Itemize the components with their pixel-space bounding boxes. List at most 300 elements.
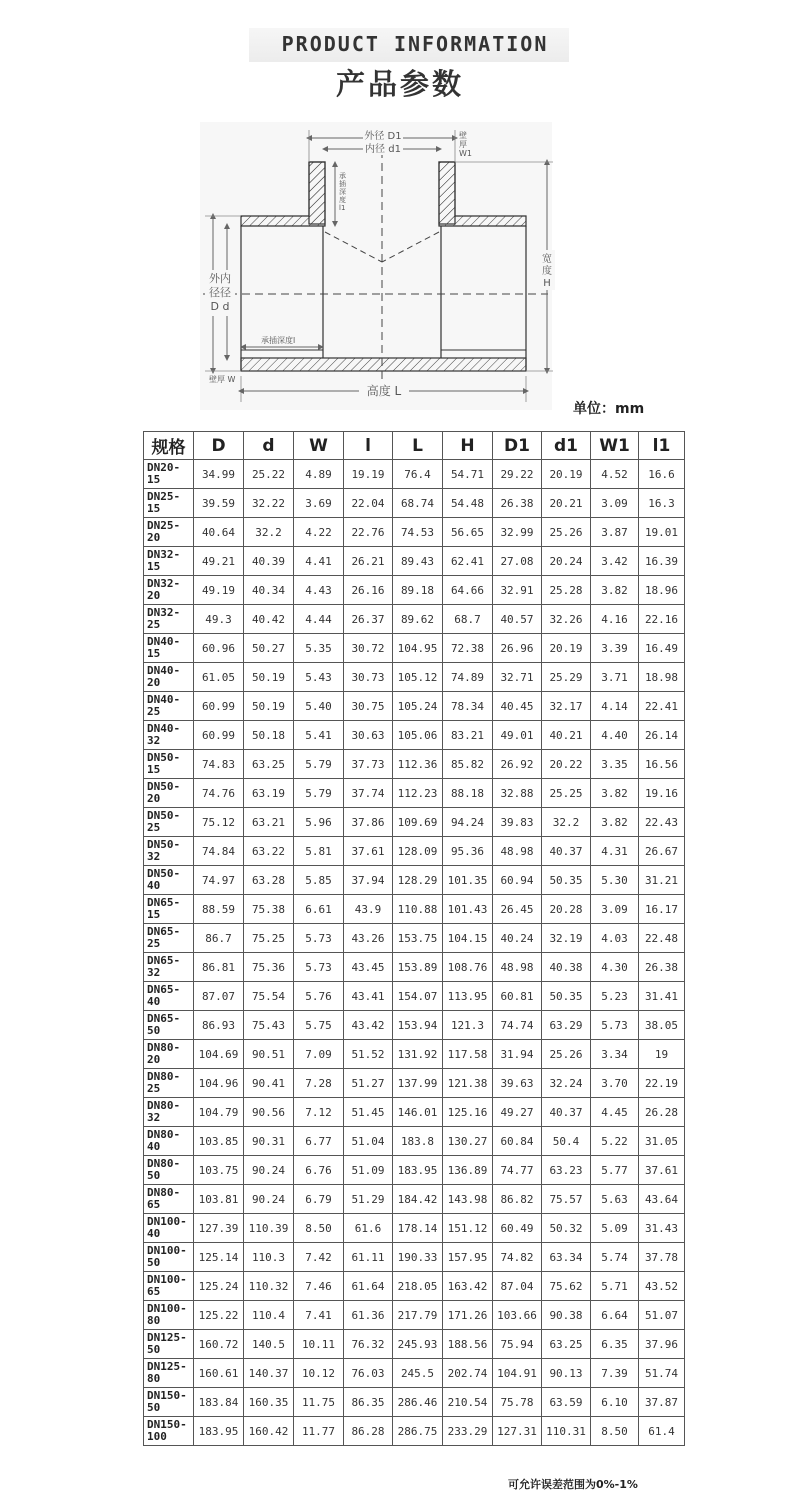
wall-thickness-bottom-label: 壁厚 W xyxy=(209,375,236,384)
socket-depth-top-4: 度 xyxy=(339,196,346,204)
table-row xyxy=(144,547,685,576)
value-cell: 110.32 xyxy=(244,1272,294,1301)
value-cell: 22.41 xyxy=(639,692,685,721)
value-cell: 151.12 xyxy=(443,1214,493,1243)
value-cell: 61.6 xyxy=(344,1214,393,1243)
value-cell: 25.26 xyxy=(542,1040,591,1069)
value-cell: 20.19 xyxy=(542,460,591,489)
value-cell: 60.99 xyxy=(194,721,244,750)
value-cell: 75.54 xyxy=(244,982,294,1011)
table-row xyxy=(144,518,685,547)
value-cell: 26.14 xyxy=(639,721,685,750)
table-header-row xyxy=(144,432,685,460)
value-cell: 146.01 xyxy=(393,1098,443,1127)
value-cell: 32.88 xyxy=(493,779,542,808)
value-cell: 3.82 xyxy=(591,808,639,837)
value-cell: 5.96 xyxy=(294,808,344,837)
table-row xyxy=(144,895,685,924)
value-cell: 39.63 xyxy=(493,1069,542,1098)
value-cell: 37.61 xyxy=(639,1156,685,1185)
side-diameter-2: 径径 xyxy=(209,286,231,299)
spec-cell: DN50-20 xyxy=(144,779,194,808)
value-cell: 89.62 xyxy=(393,605,443,634)
table-row xyxy=(144,1388,685,1417)
value-cell: 26.96 xyxy=(493,634,542,663)
value-cell: 43.9 xyxy=(344,895,393,924)
spec-cell: DN25-15 xyxy=(144,489,194,518)
value-cell: 121.38 xyxy=(443,1069,493,1098)
value-cell: 51.52 xyxy=(344,1040,393,1069)
value-cell: 112.36 xyxy=(393,750,443,779)
value-cell: 19.19 xyxy=(344,460,393,489)
value-cell: 103.85 xyxy=(194,1127,244,1156)
value-cell: 163.42 xyxy=(443,1272,493,1301)
value-cell: 30.63 xyxy=(344,721,393,750)
value-cell: 75.43 xyxy=(244,1011,294,1040)
spec-cell: DN125- 80 xyxy=(144,1359,194,1388)
value-cell: 63.19 xyxy=(244,779,294,808)
value-cell: 49.27 xyxy=(493,1098,542,1127)
run-bottom-wall xyxy=(241,358,526,371)
value-cell: 40.21 xyxy=(542,721,591,750)
value-cell: 5.71 xyxy=(591,1272,639,1301)
spec-cell: DN100- 40 xyxy=(144,1214,194,1243)
value-cell: 153.75 xyxy=(393,924,443,953)
table-row xyxy=(144,1040,685,1069)
spec-cell: DN40-20 xyxy=(144,663,194,692)
value-cell: 11.77 xyxy=(294,1417,344,1446)
value-cell: 154.07 xyxy=(393,982,443,1011)
value-cell: 5.09 xyxy=(591,1214,639,1243)
value-cell: 143.98 xyxy=(443,1185,493,1214)
value-cell: 127.31 xyxy=(493,1417,542,1446)
value-cell: 49.3 xyxy=(194,605,244,634)
value-cell: 37.61 xyxy=(344,837,393,866)
value-cell: 5.73 xyxy=(294,924,344,953)
table-row xyxy=(144,1243,685,1272)
value-cell: 74.89 xyxy=(443,663,493,692)
value-cell: 105.24 xyxy=(393,692,443,721)
value-cell: 37.87 xyxy=(639,1388,685,1417)
wall-thickness-top-1: 壁 xyxy=(459,131,467,140)
value-cell: 68.74 xyxy=(393,489,443,518)
value-cell: 40.57 xyxy=(493,605,542,634)
value-cell: 90.13 xyxy=(542,1359,591,1388)
side-diameter-1: 外内 xyxy=(209,272,231,285)
value-cell: 20.21 xyxy=(542,489,591,518)
value-cell: 29.22 xyxy=(493,460,542,489)
value-cell: 40.39 xyxy=(244,547,294,576)
value-cell: 20.28 xyxy=(542,895,591,924)
value-cell: 63.22 xyxy=(244,837,294,866)
value-cell: 25.25 xyxy=(542,779,591,808)
table-row xyxy=(144,1098,685,1127)
column-header: H xyxy=(443,432,493,460)
value-cell: 50.4 xyxy=(542,1127,591,1156)
value-cell: 51.45 xyxy=(344,1098,393,1127)
spec-cell: DN100- 80 xyxy=(144,1301,194,1330)
value-cell: 5.74 xyxy=(591,1243,639,1272)
value-cell: 7.42 xyxy=(294,1243,344,1272)
spec-cell: DN50-40 xyxy=(144,866,194,895)
value-cell: 4.30 xyxy=(591,953,639,982)
value-cell: 32.2 xyxy=(244,518,294,547)
value-cell: 40.38 xyxy=(542,953,591,982)
value-cell: 5.63 xyxy=(591,1185,639,1214)
value-cell: 110.4 xyxy=(244,1301,294,1330)
value-cell: 32.17 xyxy=(542,692,591,721)
value-cell: 49.01 xyxy=(493,721,542,750)
value-cell: 22.43 xyxy=(639,808,685,837)
value-cell: 22.04 xyxy=(344,489,393,518)
value-cell: 51.74 xyxy=(639,1359,685,1388)
side-diameter-3: D d xyxy=(210,300,230,313)
value-cell: 19 xyxy=(639,1040,685,1069)
value-cell: 61.36 xyxy=(344,1301,393,1330)
value-cell: 3.42 xyxy=(591,547,639,576)
table-row xyxy=(144,982,685,1011)
value-cell: 20.24 xyxy=(542,547,591,576)
value-cell: 26.38 xyxy=(493,489,542,518)
value-cell: 110.31 xyxy=(542,1417,591,1446)
value-cell: 88.59 xyxy=(194,895,244,924)
value-cell: 37.73 xyxy=(344,750,393,779)
value-cell: 60.99 xyxy=(194,692,244,721)
value-cell: 5.35 xyxy=(294,634,344,663)
value-cell: 4.41 xyxy=(294,547,344,576)
value-cell: 125.24 xyxy=(194,1272,244,1301)
value-cell: 18.96 xyxy=(639,576,685,605)
value-cell: 6.77 xyxy=(294,1127,344,1156)
value-cell: 110.88 xyxy=(393,895,443,924)
value-cell: 16.3 xyxy=(639,489,685,518)
value-cell: 90.41 xyxy=(244,1069,294,1098)
value-cell: 218.05 xyxy=(393,1272,443,1301)
value-cell: 75.94 xyxy=(493,1330,542,1359)
value-cell: 76.4 xyxy=(393,460,443,489)
spec-cell: DN80-50 xyxy=(144,1156,194,1185)
value-cell: 22.48 xyxy=(639,924,685,953)
value-cell: 87.07 xyxy=(194,982,244,1011)
value-cell: 103.75 xyxy=(194,1156,244,1185)
spec-cell: DN80-32 xyxy=(144,1098,194,1127)
value-cell: 16.17 xyxy=(639,895,685,924)
value-cell: 5.76 xyxy=(294,982,344,1011)
column-header: 规格 xyxy=(144,432,194,460)
socket-depth-top-1: 承 xyxy=(339,172,346,180)
value-cell: 101.43 xyxy=(443,895,493,924)
value-cell: 34.99 xyxy=(194,460,244,489)
value-cell: 26.67 xyxy=(639,837,685,866)
wall-thickness-top-3: W1 xyxy=(459,149,472,158)
value-cell: 90.31 xyxy=(244,1127,294,1156)
table-row xyxy=(144,953,685,982)
spec-cell: DN20-15 xyxy=(144,460,194,489)
value-cell: 22.76 xyxy=(344,518,393,547)
value-cell: 63.25 xyxy=(244,750,294,779)
value-cell: 16.49 xyxy=(639,634,685,663)
table-row xyxy=(144,1069,685,1098)
value-cell: 49.19 xyxy=(194,576,244,605)
value-cell: 5.43 xyxy=(294,663,344,692)
value-cell: 38.05 xyxy=(639,1011,685,1040)
spec-cell: DN40-32 xyxy=(144,721,194,750)
value-cell: 103.66 xyxy=(493,1301,542,1330)
value-cell: 3.87 xyxy=(591,518,639,547)
value-cell: 32.71 xyxy=(493,663,542,692)
value-cell: 90.38 xyxy=(542,1301,591,1330)
value-cell: 10.12 xyxy=(294,1359,344,1388)
table-row xyxy=(144,1185,685,1214)
value-cell: 40.42 xyxy=(244,605,294,634)
value-cell: 40.24 xyxy=(493,924,542,953)
value-cell: 75.12 xyxy=(194,808,244,837)
spec-cell: DN80-20 xyxy=(144,1040,194,1069)
value-cell: 104.79 xyxy=(194,1098,244,1127)
spec-cell: DN65-25 xyxy=(144,924,194,953)
value-cell: 89.18 xyxy=(393,576,443,605)
value-cell: 18.98 xyxy=(639,663,685,692)
value-cell: 210.54 xyxy=(443,1388,493,1417)
value-cell: 5.23 xyxy=(591,982,639,1011)
value-cell: 50.32 xyxy=(542,1214,591,1243)
value-cell: 6.61 xyxy=(294,895,344,924)
value-cell: 3.09 xyxy=(591,489,639,518)
value-cell: 3.09 xyxy=(591,895,639,924)
value-cell: 183.95 xyxy=(194,1417,244,1446)
value-cell: 104.95 xyxy=(393,634,443,663)
value-cell: 43.52 xyxy=(639,1272,685,1301)
value-cell: 6.35 xyxy=(591,1330,639,1359)
spec-cell: DN32-25 xyxy=(144,605,194,634)
value-cell: 286.46 xyxy=(393,1388,443,1417)
value-cell: 25.28 xyxy=(542,576,591,605)
value-cell: 86.81 xyxy=(194,953,244,982)
value-cell: 61.05 xyxy=(194,663,244,692)
spec-cell: DN50-15 xyxy=(144,750,194,779)
value-cell: 48.98 xyxy=(493,953,542,982)
value-cell: 54.48 xyxy=(443,489,493,518)
value-cell: 50.18 xyxy=(244,721,294,750)
value-cell: 60.94 xyxy=(493,866,542,895)
value-cell: 160.35 xyxy=(244,1388,294,1417)
value-cell: 90.24 xyxy=(244,1185,294,1214)
value-cell: 30.75 xyxy=(344,692,393,721)
value-cell: 245.93 xyxy=(393,1330,443,1359)
value-cell: 5.22 xyxy=(591,1127,639,1156)
table-body xyxy=(144,460,685,1446)
value-cell: 104.91 xyxy=(493,1359,542,1388)
value-cell: 30.72 xyxy=(344,634,393,663)
table-row xyxy=(144,692,685,721)
value-cell: 75.36 xyxy=(244,953,294,982)
table-row xyxy=(144,924,685,953)
spec-cell: DN150- 50 xyxy=(144,1388,194,1417)
value-cell: 32.99 xyxy=(493,518,542,547)
column-header: d xyxy=(244,432,294,460)
value-cell: 31.43 xyxy=(639,1214,685,1243)
value-cell: 7.39 xyxy=(591,1359,639,1388)
value-cell: 26.38 xyxy=(639,953,685,982)
value-cell: 32.91 xyxy=(493,576,542,605)
value-cell: 61.64 xyxy=(344,1272,393,1301)
tee-diagram xyxy=(143,120,683,420)
value-cell: 51.27 xyxy=(344,1069,393,1098)
value-cell: 5.79 xyxy=(294,750,344,779)
table-row xyxy=(144,489,685,518)
spec-cell: DN80-25 xyxy=(144,1069,194,1098)
value-cell: 50.19 xyxy=(244,692,294,721)
value-cell: 16.6 xyxy=(639,460,685,489)
value-cell: 63.21 xyxy=(244,808,294,837)
value-cell: 26.37 xyxy=(344,605,393,634)
column-header: W xyxy=(294,432,344,460)
value-cell: 105.12 xyxy=(393,663,443,692)
value-cell: 31.21 xyxy=(639,866,685,895)
value-cell: 5.41 xyxy=(294,721,344,750)
value-cell: 86.7 xyxy=(194,924,244,953)
value-cell: 89.43 xyxy=(393,547,443,576)
value-cell: 5.30 xyxy=(591,866,639,895)
value-cell: 5.85 xyxy=(294,866,344,895)
value-cell: 40.37 xyxy=(542,1098,591,1127)
value-cell: 183.95 xyxy=(393,1156,443,1185)
value-cell: 233.29 xyxy=(443,1417,493,1446)
column-header: D1 xyxy=(493,432,542,460)
value-cell: 51.09 xyxy=(344,1156,393,1185)
value-cell: 74.53 xyxy=(393,518,443,547)
value-cell: 90.24 xyxy=(244,1156,294,1185)
value-cell: 286.75 xyxy=(393,1417,443,1446)
value-cell: 110.3 xyxy=(244,1243,294,1272)
value-cell: 72.38 xyxy=(443,634,493,663)
value-cell: 4.03 xyxy=(591,924,639,953)
value-cell: 7.28 xyxy=(294,1069,344,1098)
value-cell: 4.44 xyxy=(294,605,344,634)
value-cell: 63.28 xyxy=(244,866,294,895)
value-cell: 7.41 xyxy=(294,1301,344,1330)
value-cell: 50.19 xyxy=(244,663,294,692)
value-cell: 136.89 xyxy=(443,1156,493,1185)
outer-diameter-top-label: 外径 D1 xyxy=(364,131,402,142)
table-row xyxy=(144,460,685,489)
table-row xyxy=(144,1272,685,1301)
value-cell: 78.34 xyxy=(443,692,493,721)
value-cell: 85.82 xyxy=(443,750,493,779)
value-cell: 10.11 xyxy=(294,1330,344,1359)
value-cell: 7.09 xyxy=(294,1040,344,1069)
value-cell: 4.22 xyxy=(294,518,344,547)
table-row xyxy=(144,1359,685,1388)
spec-cell: DN65-50 xyxy=(144,1011,194,1040)
value-cell: 3.82 xyxy=(591,576,639,605)
table-row xyxy=(144,866,685,895)
value-cell: 61.11 xyxy=(344,1243,393,1272)
value-cell: 74.83 xyxy=(194,750,244,779)
value-cell: 121.3 xyxy=(443,1011,493,1040)
value-cell: 88.18 xyxy=(443,779,493,808)
table-row xyxy=(144,576,685,605)
value-cell: 183.8 xyxy=(393,1127,443,1156)
value-cell: 19.16 xyxy=(639,779,685,808)
column-header: l1 xyxy=(639,432,685,460)
value-cell: 48.98 xyxy=(493,837,542,866)
value-cell: 61.4 xyxy=(639,1417,685,1446)
value-cell: 4.89 xyxy=(294,460,344,489)
value-cell: 63.25 xyxy=(542,1330,591,1359)
spec-table xyxy=(143,431,685,1446)
value-cell: 37.74 xyxy=(344,779,393,808)
value-cell: 63.34 xyxy=(542,1243,591,1272)
value-cell: 68.7 xyxy=(443,605,493,634)
value-cell: 4.43 xyxy=(294,576,344,605)
value-cell: 140.37 xyxy=(244,1359,294,1388)
value-cell: 74.97 xyxy=(194,866,244,895)
value-cell: 5.79 xyxy=(294,779,344,808)
value-cell: 83.21 xyxy=(443,721,493,750)
spec-cell: DN40-15 xyxy=(144,634,194,663)
value-cell: 60.81 xyxy=(493,982,542,1011)
value-cell: 75.78 xyxy=(493,1388,542,1417)
value-cell: 32.19 xyxy=(542,924,591,953)
value-cell: 94.24 xyxy=(443,808,493,837)
socket-depth-side-label: 承插深度l xyxy=(261,336,296,345)
value-cell: 6.79 xyxy=(294,1185,344,1214)
value-cell: 74.74 xyxy=(493,1011,542,1040)
spec-cell: DN80-40 xyxy=(144,1127,194,1156)
value-cell: 37.78 xyxy=(639,1243,685,1272)
value-cell: 43.41 xyxy=(344,982,393,1011)
value-cell: 128.29 xyxy=(393,866,443,895)
value-cell: 153.94 xyxy=(393,1011,443,1040)
value-cell: 54.71 xyxy=(443,460,493,489)
value-cell: 75.25 xyxy=(244,924,294,953)
table-row xyxy=(144,750,685,779)
value-cell: 3.35 xyxy=(591,750,639,779)
value-cell: 51.04 xyxy=(344,1127,393,1156)
value-cell: 110.39 xyxy=(244,1214,294,1243)
value-cell: 50.35 xyxy=(542,866,591,895)
value-cell: 4.52 xyxy=(591,460,639,489)
value-cell: 56.65 xyxy=(443,518,493,547)
value-cell: 117.58 xyxy=(443,1040,493,1069)
value-cell: 16.56 xyxy=(639,750,685,779)
title-english: PRODUCT INFORMATION xyxy=(281,32,549,56)
value-cell: 27.08 xyxy=(493,547,542,576)
value-cell: 160.61 xyxy=(194,1359,244,1388)
value-cell: 40.64 xyxy=(194,518,244,547)
spec-cell: DN32-20 xyxy=(144,576,194,605)
value-cell: 75.57 xyxy=(542,1185,591,1214)
table-row xyxy=(144,1301,685,1330)
value-cell: 32.24 xyxy=(542,1069,591,1098)
value-cell: 128.09 xyxy=(393,837,443,866)
value-cell: 63.29 xyxy=(542,1011,591,1040)
value-cell: 74.76 xyxy=(194,779,244,808)
value-cell: 49.21 xyxy=(194,547,244,576)
wall-thickness-top-2: 厚 xyxy=(459,140,467,149)
value-cell: 6.10 xyxy=(591,1388,639,1417)
value-cell: 8.50 xyxy=(591,1417,639,1446)
value-cell: 26.21 xyxy=(344,547,393,576)
value-cell: 104.69 xyxy=(194,1040,244,1069)
spec-cell: DN80-65 xyxy=(144,1185,194,1214)
value-cell: 26.16 xyxy=(344,576,393,605)
table-row xyxy=(144,634,685,663)
value-cell: 6.76 xyxy=(294,1156,344,1185)
value-cell: 26.28 xyxy=(639,1098,685,1127)
value-cell: 62.41 xyxy=(443,547,493,576)
